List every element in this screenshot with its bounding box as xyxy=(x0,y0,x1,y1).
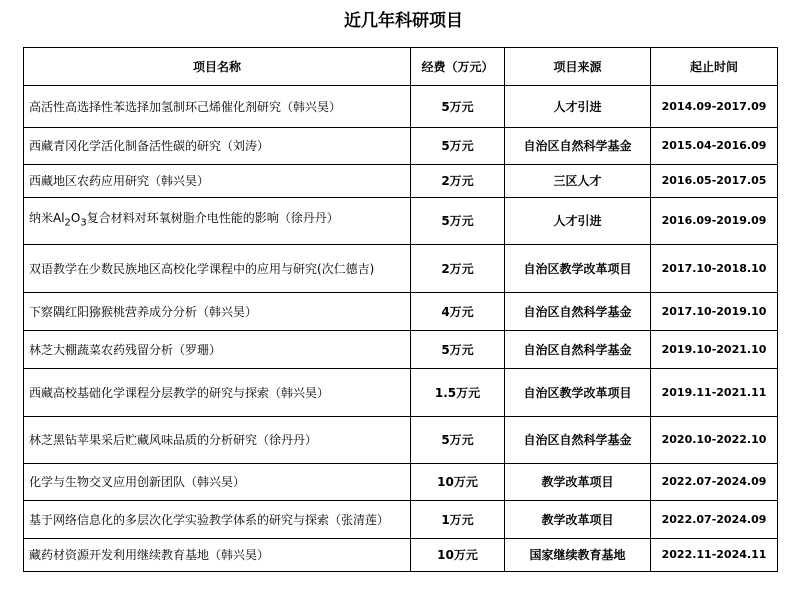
project-source: 教学改革项目 xyxy=(505,464,651,501)
project-name: 基于网络信息化的多层次化学实验教学体系的研究与探索（张清莲） xyxy=(24,501,411,539)
project-period: 2017.10-2018.10 xyxy=(651,245,778,293)
subscript-2: 2 xyxy=(64,217,71,229)
project-period: 2022.07-2024.09 xyxy=(651,501,778,539)
project-funding: 5万元 xyxy=(411,128,505,165)
table-row xyxy=(24,293,778,331)
header-funding: 经费（万元） xyxy=(411,48,505,86)
project-name: 西藏高校基础化学课程分层教学的研究与探索（韩兴昊） xyxy=(24,369,411,417)
project-funding: 5万元 xyxy=(411,198,505,245)
project-name: 藏药材资源开发利用继续教育基地（韩兴昊） xyxy=(24,539,411,572)
table-row xyxy=(24,245,778,293)
table-row xyxy=(24,417,778,464)
project-name-mid: O xyxy=(70,211,81,226)
project-source: 自治区教学改革项目 xyxy=(505,245,651,293)
table-row xyxy=(24,369,778,417)
project-funding: 5万元 xyxy=(411,417,505,464)
project-name: 西藏青冈化学活化制备活性碳的研究（刘涛） xyxy=(24,128,411,165)
table-row xyxy=(24,501,778,539)
project-source: 人才引进 xyxy=(505,86,651,128)
table-header-row xyxy=(24,48,778,86)
project-period: 2016.09-2019.09 xyxy=(651,198,778,245)
projects-table xyxy=(23,47,778,572)
project-source: 国家继续教育基地 xyxy=(505,539,651,572)
project-name: 林芝大棚蔬菜农药残留分析（罗珊） xyxy=(24,331,411,369)
project-period: 2019.11-2021.11 xyxy=(651,369,778,417)
project-source: 自治区自然科学基金 xyxy=(505,331,651,369)
project-period: 2022.07-2024.09 xyxy=(651,464,778,501)
project-funding: 4万元 xyxy=(411,293,505,331)
project-funding: 1万元 xyxy=(411,501,505,539)
project-period: 2016.05-2017.05 xyxy=(651,165,778,198)
project-funding: 1.5万元 xyxy=(411,369,505,417)
project-name: 西藏地区农药应用研究（韩兴昊） xyxy=(24,165,411,198)
project-period: 2019.10-2021.10 xyxy=(651,331,778,369)
project-name: 化学与生物交叉应用创新团队（韩兴昊） xyxy=(24,464,411,501)
project-funding: 5万元 xyxy=(411,86,505,128)
table-row xyxy=(24,128,778,165)
project-source: 自治区自然科学基金 xyxy=(505,293,651,331)
project-funding: 2万元 xyxy=(411,245,505,293)
subscript-3: 3 xyxy=(80,217,87,229)
table-row xyxy=(24,165,778,198)
header-period: 起止时间 xyxy=(651,48,778,86)
header-name: 项目名称 xyxy=(24,48,411,86)
project-source: 自治区自然科学基金 xyxy=(505,417,651,464)
project-name-suffix: 复合材料对环氧树脂介电性能的影响（徐丹丹） xyxy=(86,211,339,226)
project-source: 自治区自然科学基金 xyxy=(505,128,651,165)
project-name: 高活性高选择性苯选择加氢制环己烯催化剂研究（韩兴昊） xyxy=(24,86,411,128)
project-period: 2014.09-2017.09 xyxy=(651,86,778,128)
page-title: 近几年科研项目 xyxy=(344,11,463,31)
project-period: 2022.11-2024.11 xyxy=(651,539,778,572)
project-funding: 5万元 xyxy=(411,331,505,369)
table-row xyxy=(24,539,778,572)
project-name xyxy=(24,198,411,245)
project-name: 林芝黑钻苹果采后贮藏风味品质的分析研究（徐丹丹） xyxy=(24,417,411,464)
project-source: 人才引进 xyxy=(505,198,651,245)
project-source: 自治区教学改革项目 xyxy=(505,369,651,417)
project-funding: 2万元 xyxy=(411,165,505,198)
project-name: 下察隅红阳猕猴桃营养成分分析（韩兴昊） xyxy=(24,293,411,331)
table-row xyxy=(24,464,778,501)
table-row xyxy=(24,86,778,128)
project-name: 双语教学在少数民族地区高校化学课程中的应用与研究(次仁德吉) xyxy=(24,245,411,293)
project-period: 2017.10-2019.10 xyxy=(651,293,778,331)
project-period: 2020.10-2022.10 xyxy=(651,417,778,464)
project-funding: 10万元 xyxy=(411,464,505,501)
table-row xyxy=(24,331,778,369)
project-name-prefix: 纳米Al xyxy=(29,211,65,226)
project-source: 三区人才 xyxy=(505,165,651,198)
header-source: 项目来源 xyxy=(505,48,651,86)
project-funding: 10万元 xyxy=(411,539,505,572)
project-period: 2015.04-2016.09 xyxy=(651,128,778,165)
project-source: 教学改革项目 xyxy=(505,501,651,539)
table-row xyxy=(24,198,778,245)
